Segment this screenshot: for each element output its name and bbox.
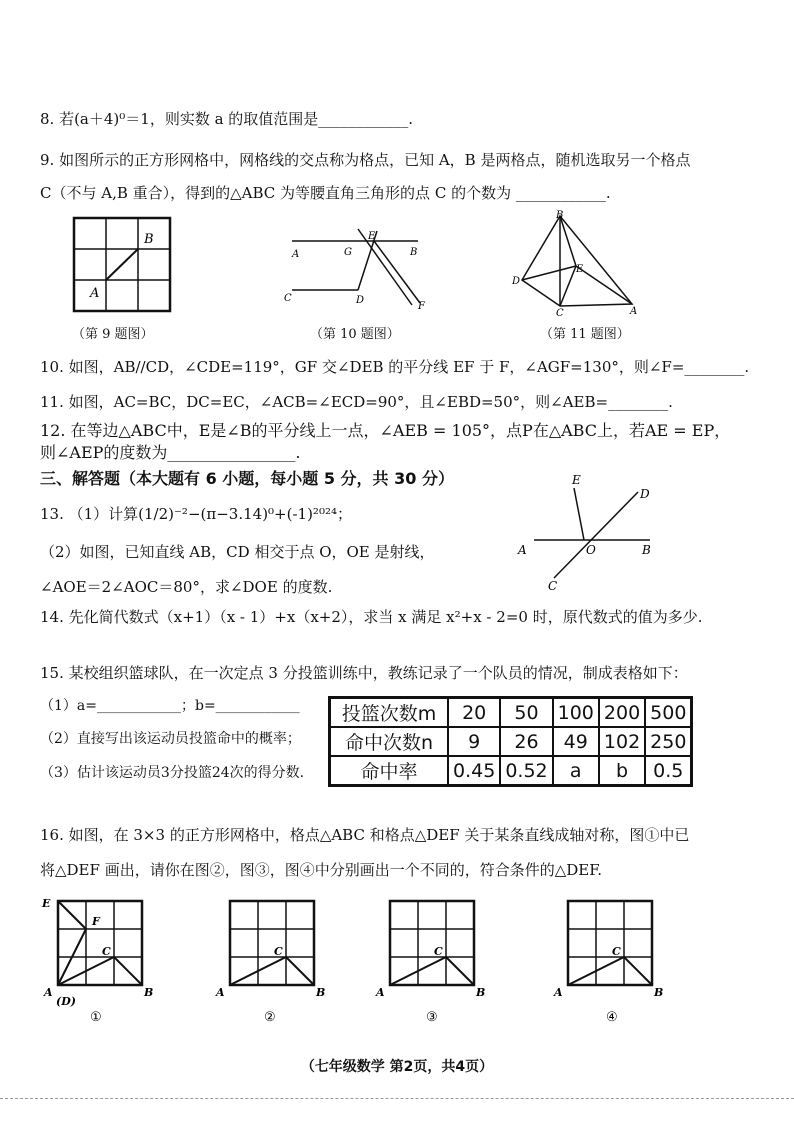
point-E-label: E: [576, 264, 584, 275]
point-E-label: E: [42, 897, 51, 910]
question-16-line2: 将△DEF 画出，请你在图②，图③，图④中分别画出一个不同的，符合条件的△DEF.: [40, 861, 603, 879]
page-footer: （七年级数学 第2页，共4页）: [300, 1059, 494, 1075]
question-10: 10. 如图，AB//CD，∠CDE=119°，GF 交∠DEB 的平分线 EF 于 F，∠AGF=130°，则∠F=________.: [40, 358, 750, 376]
point-A-label: A: [90, 286, 100, 301]
question-13-part2-line2: ∠AOE＝2∠AOC＝80°，求∠DOE 的度数.: [40, 578, 333, 596]
shooting-record-table: [328, 696, 693, 787]
point-B-label: B: [654, 986, 664, 999]
point-C-label: C: [556, 308, 564, 316]
question-13-part2-line1: （2）如图，已知直线 AB，CD 相交于点 O，OE 是射线，: [40, 543, 435, 561]
point-B-label: B: [556, 210, 564, 221]
point-C-label: C: [434, 945, 443, 958]
figure-10-caption: （第 10 题图）: [310, 327, 400, 342]
table-row: [330, 756, 692, 786]
table-cell: 49: [553, 727, 599, 756]
point-B-label: B: [144, 232, 154, 247]
table-row-header: 命中次数n: [330, 727, 449, 756]
table-row: [330, 698, 692, 728]
figure-16-grid-3: [372, 893, 492, 1025]
question-16-line1: 16. 如图，在 3×3 的正方形网格中，格点△ABC 和格点△DEF 关于某条直线成轴对称，图①中已: [40, 826, 690, 844]
point-A-label: A: [216, 986, 225, 999]
figure-16-grid-4: [550, 893, 670, 1025]
table-cell: 0.52: [500, 756, 552, 786]
figure-11-caption: （第 11 题图）: [540, 327, 630, 342]
question-11: 11. 如图，AC=BC，DC=EC，∠ACB=∠ECD=90°，且∠EBD=50°，则∠AEB=________.: [40, 393, 673, 411]
figure-9-caption: （第 9 题图）: [72, 327, 154, 342]
question-15-part3: （3）估计该运动员3分投篮24次的得分数.: [40, 765, 305, 781]
point-A-label: A: [554, 986, 563, 999]
table-cell: 500: [645, 698, 692, 728]
point-C-label: C: [102, 945, 111, 958]
point-B-label: B: [410, 247, 418, 258]
point-B-label: B: [144, 986, 154, 999]
point-D-label: D: [356, 295, 365, 306]
table-cell: 200: [599, 698, 645, 728]
point-D-label: (D): [56, 995, 76, 1008]
figure-13-diagram: [514, 470, 674, 594]
figure-16-grid-1: [40, 893, 160, 1025]
point-A-label: A: [630, 306, 638, 316]
question-9-line2: C（不与 A,B 重合），得到的△ABC 为等腰直角三角形的点 C 的个数为 ____________.: [40, 184, 611, 202]
point-A-label: A: [44, 986, 53, 999]
question-15: 15. 某校组织篮球队，在一次定点 3 分投篮训练中，教练记录了一个队员的情况，制成表格如下：: [40, 664, 688, 682]
point-D-label: D: [512, 276, 521, 287]
table-cell: 50: [500, 698, 552, 728]
figure-number: ③: [426, 1010, 438, 1025]
point-E-label: E: [572, 473, 581, 487]
table-row-header: 命中率: [330, 756, 449, 786]
table-cell: 20: [448, 698, 500, 728]
point-C-label: C: [612, 945, 621, 958]
point-E-label: E: [368, 231, 376, 242]
table-cell: 26: [500, 727, 552, 756]
question-9-line1: 9. 如图所示的正方形网格中，网格线的交点称为格点，已知 A，B 是两格点，随机选取另一个格点: [40, 151, 691, 169]
point-A-label: A: [376, 986, 385, 999]
table-cell: 9: [448, 727, 500, 756]
point-B-label: B: [316, 986, 326, 999]
point-C-label: C: [548, 579, 558, 593]
point-F-label: F: [92, 915, 100, 928]
table-cell: 0.5: [645, 756, 692, 786]
figure-number: ④: [606, 1010, 618, 1025]
point-A-label: A: [518, 543, 527, 557]
figure-16-grid-2: [212, 893, 332, 1025]
figure-9-grid: [72, 215, 176, 313]
table-row: [330, 727, 692, 756]
question-8: 8. 若(a＋4)⁰＝1，则实数 a 的取值范围是____________.: [40, 110, 414, 128]
table-row-header: 投篮次数m: [330, 698, 449, 728]
point-B-label: B: [642, 543, 651, 557]
point-G-label: G: [344, 247, 352, 258]
point-F-label: F: [418, 301, 425, 312]
question-14: 14. 先化简代数式（x+1）（x - 1）+x（x+2），求当 x 满足 x²+x - 2=0 时，原代数式的值为多少.: [40, 608, 703, 626]
table-cell: b: [599, 756, 645, 786]
figure-11-diagram: [508, 208, 648, 316]
point-A-label: A: [292, 249, 300, 260]
question-15-part1: （1）a=____________；b=____________: [40, 698, 300, 714]
figure-10-diagram: [280, 225, 430, 315]
figure-number: ②: [264, 1010, 276, 1025]
question-13-part1: 13. （1）计算(1/2)⁻²−(π−3.14)⁰+(-1)²⁰²⁴；: [40, 505, 352, 523]
table-cell: 0.45: [448, 756, 500, 786]
table-cell: 102: [599, 727, 645, 756]
page-divider: [0, 1098, 794, 1099]
point-O-label: O: [586, 543, 596, 557]
point-C-label: C: [284, 293, 292, 304]
question-15-part2: （2）直接写出该运动员投篮命中的概率；: [40, 731, 301, 747]
point-C-label: C: [274, 945, 283, 958]
question-12-line1: 12. 在等边△ABC中，E是∠B的平分线上一点，∠AEB = 105°，点P在△ABC上，若AE = EP，: [40, 421, 731, 440]
table-cell: a: [553, 756, 599, 786]
figure-number: ①: [90, 1010, 102, 1025]
table-cell: 250: [645, 727, 692, 756]
table-cell: 100: [553, 698, 599, 728]
point-B-label: B: [476, 986, 486, 999]
section-3-heading: 三、解答题（本大题有 6 小题，每小题 5 分，共 30 分）: [40, 469, 454, 488]
point-D-label: D: [640, 487, 650, 501]
question-12-line2: 则∠AEP的度数为________________.: [40, 443, 301, 462]
